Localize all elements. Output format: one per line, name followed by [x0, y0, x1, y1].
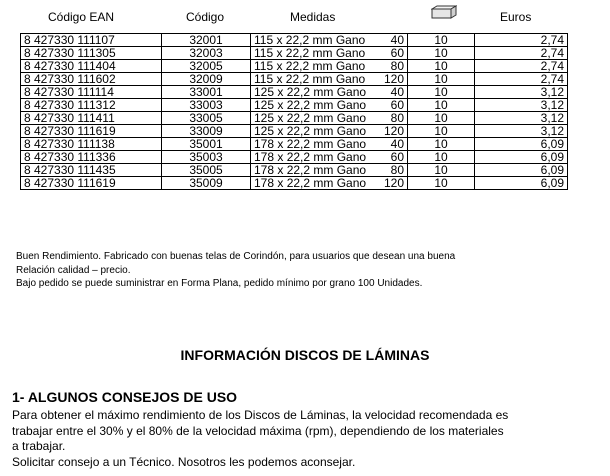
- price-cell: 3,12: [475, 86, 568, 99]
- code-cell: 32001: [162, 34, 251, 47]
- price-cell: 2,74: [475, 47, 568, 60]
- table-row: [21, 138, 568, 151]
- qty-cell: 10: [408, 34, 475, 47]
- medida-text: 178 x 22,2 mm Gano: [254, 150, 367, 164]
- qty-cell: 10: [408, 112, 475, 125]
- medida-text: 178 x 22,2 mm Gano: [254, 176, 367, 190]
- table-row: [21, 86, 568, 99]
- code-cell: 32003: [162, 47, 251, 60]
- medida-cell: [251, 73, 408, 86]
- code-cell: 35005: [162, 164, 251, 177]
- price-cell: 6,09: [475, 151, 568, 164]
- qty-cell: 10: [408, 99, 475, 112]
- medida-text: 115 x 22,2 mm Gano: [254, 33, 366, 47]
- medida-cell: [251, 47, 408, 60]
- qty-cell: 10: [408, 138, 475, 151]
- code-cell: 33009: [162, 125, 251, 138]
- medida-cell: [251, 60, 408, 73]
- price-table: [20, 33, 568, 190]
- price-cell: 3,12: [475, 125, 568, 138]
- table-row: [21, 151, 568, 164]
- table-row: [21, 60, 568, 73]
- qty-cell: 10: [408, 60, 475, 73]
- medida-cell: [251, 177, 408, 190]
- table-row: [21, 112, 568, 125]
- ean-cell: 8 427330 111138: [21, 138, 162, 151]
- price-cell: 2,74: [475, 60, 568, 73]
- qty-cell: 10: [408, 73, 475, 86]
- price-cell: 3,12: [475, 112, 568, 125]
- table-row: [21, 99, 568, 112]
- code-cell: 33003: [162, 99, 251, 112]
- box-icon: [431, 5, 457, 19]
- table-row: [21, 125, 568, 138]
- table-row: [21, 164, 568, 177]
- code-cell: 32005: [162, 60, 251, 73]
- paragraph-line: Para obtener el máximo rendimiento de los Discos de Láminas, la velocidad recomendada es: [12, 408, 509, 422]
- note-line: Relación calidad – precio.: [16, 265, 131, 276]
- price-cell: 2,74: [475, 73, 568, 86]
- medida-text: 178 x 22,2 mm Gano: [254, 163, 367, 177]
- qty-cell: 10: [408, 86, 475, 99]
- price-cell: 6,09: [475, 138, 568, 151]
- qty-cell: 10: [408, 164, 475, 177]
- medida-text: 125 x 22,2 mm Gano: [254, 98, 367, 112]
- ean-cell: 8 427330 111114: [21, 86, 162, 99]
- price-cell: 6,09: [475, 164, 568, 177]
- ean-cell: 8 427330 111411: [21, 112, 162, 125]
- paragraph-line: Solicitar consejo a un Técnico. Nosotros les podemos aconsejar.: [12, 455, 356, 469]
- qty-cell: 10: [408, 151, 475, 164]
- table-row: [21, 47, 568, 60]
- medida-cell: [251, 99, 408, 112]
- table-row: [21, 177, 568, 190]
- qty-cell: 10: [408, 125, 475, 138]
- section-title: INFORMACIÓN DISCOS DE LÁMINAS: [180, 347, 430, 363]
- note-line: Buen Rendimiento. Fabricado con buenas telas de Corindón, para usuarios que desean una buena: [16, 251, 456, 262]
- ean-cell: 8 427330 111404: [21, 60, 162, 73]
- ean-cell: 8 427330 111107: [21, 34, 162, 47]
- code-cell: 33001: [162, 86, 251, 99]
- ean-cell: 8 427330 111305: [21, 47, 162, 60]
- price-cell: 6,09: [475, 177, 568, 190]
- code-cell: 32009: [162, 73, 251, 86]
- grano-text: 80: [390, 111, 404, 125]
- table-row: [21, 73, 568, 86]
- paragraph-line: a trabajar.: [12, 439, 66, 453]
- subsection-title: 1- ALGUNOS CONSEJOS DE USO: [12, 389, 238, 405]
- medida-text: 115 x 22,2 mm Gano: [254, 59, 366, 73]
- medida-cell: [251, 112, 408, 125]
- medida-text: 125 x 22,2 mm Gano: [254, 85, 367, 99]
- code-cell: 35001: [162, 138, 251, 151]
- grano-text: 80: [390, 163, 404, 177]
- ean-cell: 8 427330 111602: [21, 73, 162, 86]
- grano-text: 120: [383, 72, 404, 86]
- grano-text: 40: [390, 137, 404, 151]
- ean-cell: 8 427330 111435: [21, 164, 162, 177]
- medida-cell: [251, 34, 408, 47]
- paragraph-line: trabajar entre el 30% y el 80% de la velocidad máxima (rpm), dependiendo de los materiales: [12, 424, 504, 438]
- medida-text: 178 x 22,2 mm Gano: [254, 137, 367, 151]
- ean-cell: 8 427330 111312: [21, 99, 162, 112]
- header-medidas: Medidas: [290, 10, 336, 24]
- grano-text: 120: [383, 176, 404, 190]
- code-cell: 35003: [162, 151, 251, 164]
- code-cell: 35009: [162, 177, 251, 190]
- price-cell: 2,74: [475, 34, 568, 47]
- note-line: Bajo pedido se puede suministrar en Forma Plana, pedido mínimo por grano 100 Unidades.: [16, 278, 423, 289]
- grano-text: 60: [390, 150, 404, 164]
- medida-cell: [251, 151, 408, 164]
- medida-cell: [251, 138, 408, 151]
- medida-cell: [251, 164, 408, 177]
- grano-text: 40: [390, 85, 404, 99]
- qty-cell: 10: [408, 177, 475, 190]
- qty-cell: 10: [408, 47, 475, 60]
- grano-text: 120: [383, 124, 404, 138]
- grano-text: 60: [390, 98, 404, 112]
- grano-text: 80: [390, 59, 404, 73]
- header-code: Código: [186, 10, 225, 24]
- medida-text: 115 x 22,2 mm Gano: [254, 72, 366, 86]
- grano-text: 40: [390, 33, 404, 47]
- medida-text: 115 x 22,2 mm Gano: [254, 46, 366, 60]
- ean-cell: 8 427330 111619: [21, 125, 162, 138]
- header-euros: Euros: [500, 10, 532, 24]
- ean-cell: 8 427330 111336: [21, 151, 162, 164]
- code-cell: 33005: [162, 112, 251, 125]
- medida-cell: [251, 86, 408, 99]
- table-row: [21, 34, 568, 47]
- price-cell: 3,12: [475, 99, 568, 112]
- ean-cell: 8 427330 111619: [21, 177, 162, 190]
- grano-text: 60: [390, 46, 404, 60]
- medida-text: 125 x 22,2 mm Gano: [254, 124, 367, 138]
- medida-cell: [251, 125, 408, 138]
- header-ean: Código EAN: [48, 10, 115, 24]
- medida-text: 125 x 22,2 mm Gano: [254, 111, 367, 125]
